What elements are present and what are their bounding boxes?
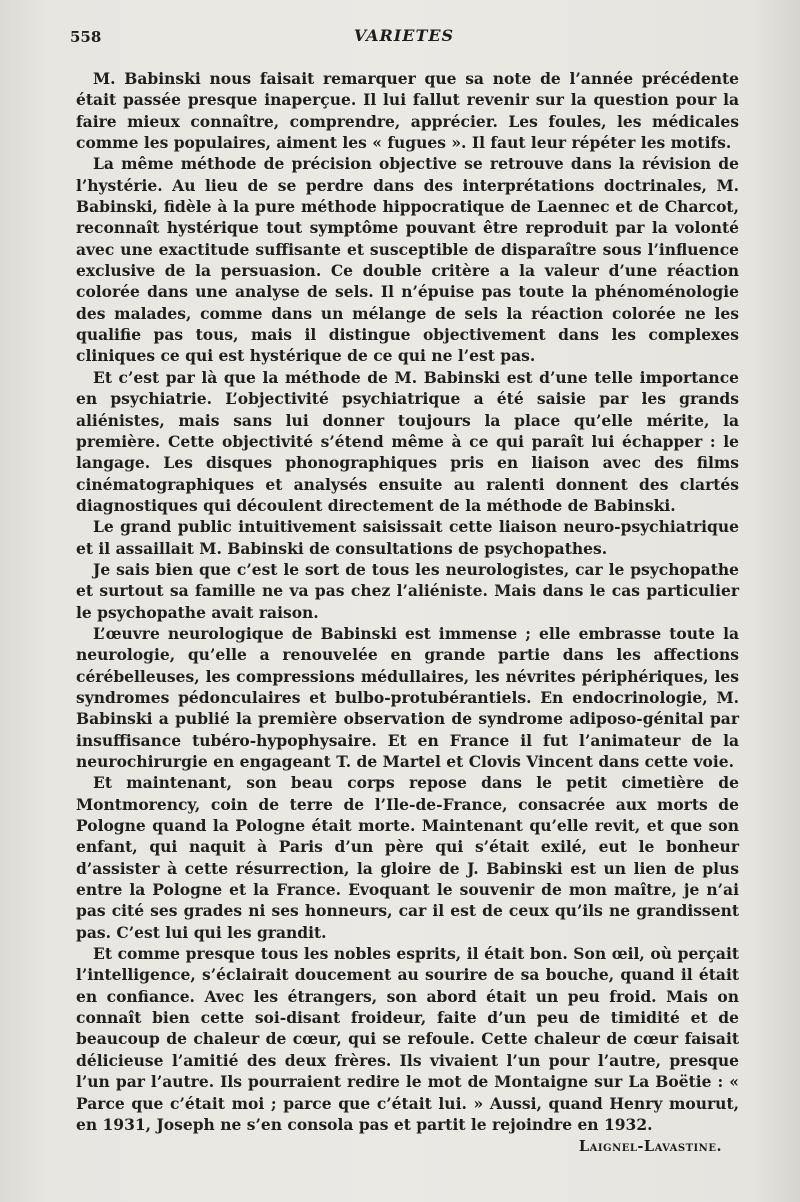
- paragraph: M. Babinski nous faisait remarquer que sa note de l’année précédente était passée presque inaperçue. Il lui fallut revenir sur la question pour la faire mieux connaître, comprendre, apprécier. Les foules, les médicales comme les populaires, aiment les « fugues ». Il faut leur répéter les motifs.: [76, 69, 739, 153]
- paragraph: Et maintenant, son beau corps repose dans le petit cimetière de Montmorency, coin de terre de l’Ile-de-France, consacrée aux morts de Pologne quand la Pologne était morte. Maintenant qu’elle revit, et que son enfant, qui naquit à Paris d’un père qui s’était exilé, eut le bonheur d’assister à cette résurrection, la gloire de J. Babinski est un lien de plus entre la Pologne et la France. Evoquant le souvenir de mon maître, je n’ai pas cité ses grades ni ses honneurs, car il est de ceux qu’ils ne grandissent pas. C’est lui qui les grandit.: [76, 773, 739, 942]
- paragraph: Et comme presque tous les nobles esprits, il était bon. Son œil, où perçait l’intelligence, s’éclairait doucement au sourire de sa bouche, quand il était en confiance. Avec les étrangers, son abord était un peu froid. Mais on connaît bien cette soi-disant froideur, faite d’un peu de timidité et de beaucoup de chaleur de cœur, qui se refoule. Cette chaleur de cœur faisait délicieuse l’amitié des deux frères. Ils vivaient l’un pour l’autre, presque l’un par l’autre. Ils pourraient redire le mot de Montaigne sur La Boëtie : « Parce que c’était moi ; parce que c’était lui. » Aussi, quand Henry mourut, en 1931, Joseph ne s’en consola pas et partit le rejoindre en 1932.: [76, 944, 739, 1134]
- paragraph: Je sais bien que c’est le sort de tous les neurologistes, car le psychopathe et surtout sa famille ne va pas chez l’aliéniste. Mais dans le cas particulier le psychopathe avait raison.: [76, 559, 739, 622]
- page-header: [70, 26, 738, 48]
- paragraph: L’œuvre neurologique de Babinski est immense ; elle embrasse toute la neurologie, qu’elle a renouvelée en grande partie dans les affections cérébelleuses, les compressions médullaires, les névrites périphériques, les syndromes pédonculaires et bulbo-protubérantiels. En endocrinologie, M. Babinski a publié la première observation de syndrome adiposo-génital par insuffisance tubéro-hypophysaire. Et en France il fut l’animateur de la neurochirurgie en engageant T. de Martel et Clovis Vincent dans cette voie.: [76, 623, 739, 771]
- paragraph: La même méthode de précision objective se retrouve dans la révision de l’hystérie. Au lieu de se perdre dans des interprétations doctrinales, M. Babinski, fidèle à la pure méthode hippocratique de Laennec et de Charcot, reconnaît hystérique tout symptôme pouvant être reproduit par la volonté avec une exactitude suffisante et susceptible de disparaître sous l’influence exclusive de la persuasion. Ce double critère a la valeur d’une réaction colorée dans une analyse de sels. Il n’épuise pas toute la phénoménologie des malades, comme dans un mélange de sels la réaction colorée ne les qualifie pas tous, mais il distingue objectivement dans les complexes cliniques ce qui est hystérique de ce qui ne l’est pas.: [76, 154, 739, 366]
- running-title: VARIETES: [353, 26, 455, 45]
- page-number: 558: [70, 28, 102, 46]
- article-body: [76, 68, 739, 1135]
- paragraph: Et c’est par là que la méthode de M. Babinski est d’une telle importance en psychiatrie. L’objectivité psychiatrique a été saisie par les grands aliénistes, mais sans lui donner toujours la place qu’elle mérite, la première. Cette objectivité s’étend même à ce qui paraît lui échapper : le langage. Les disques phonographiques pris en liaison avec des films cinématographiques et analysés ensuite au ralenti donnent des clartés diagnostiques qui découlent directement de la méthode de Babinski.: [76, 367, 739, 515]
- paragraph: Le grand public intuitivement saisissait cette liaison neuro-psychiatrique et il assaillait M. Babinski de consultations de psychopathes.: [76, 517, 739, 558]
- author-signature: Laignel-Lavastine.: [578, 1138, 722, 1155]
